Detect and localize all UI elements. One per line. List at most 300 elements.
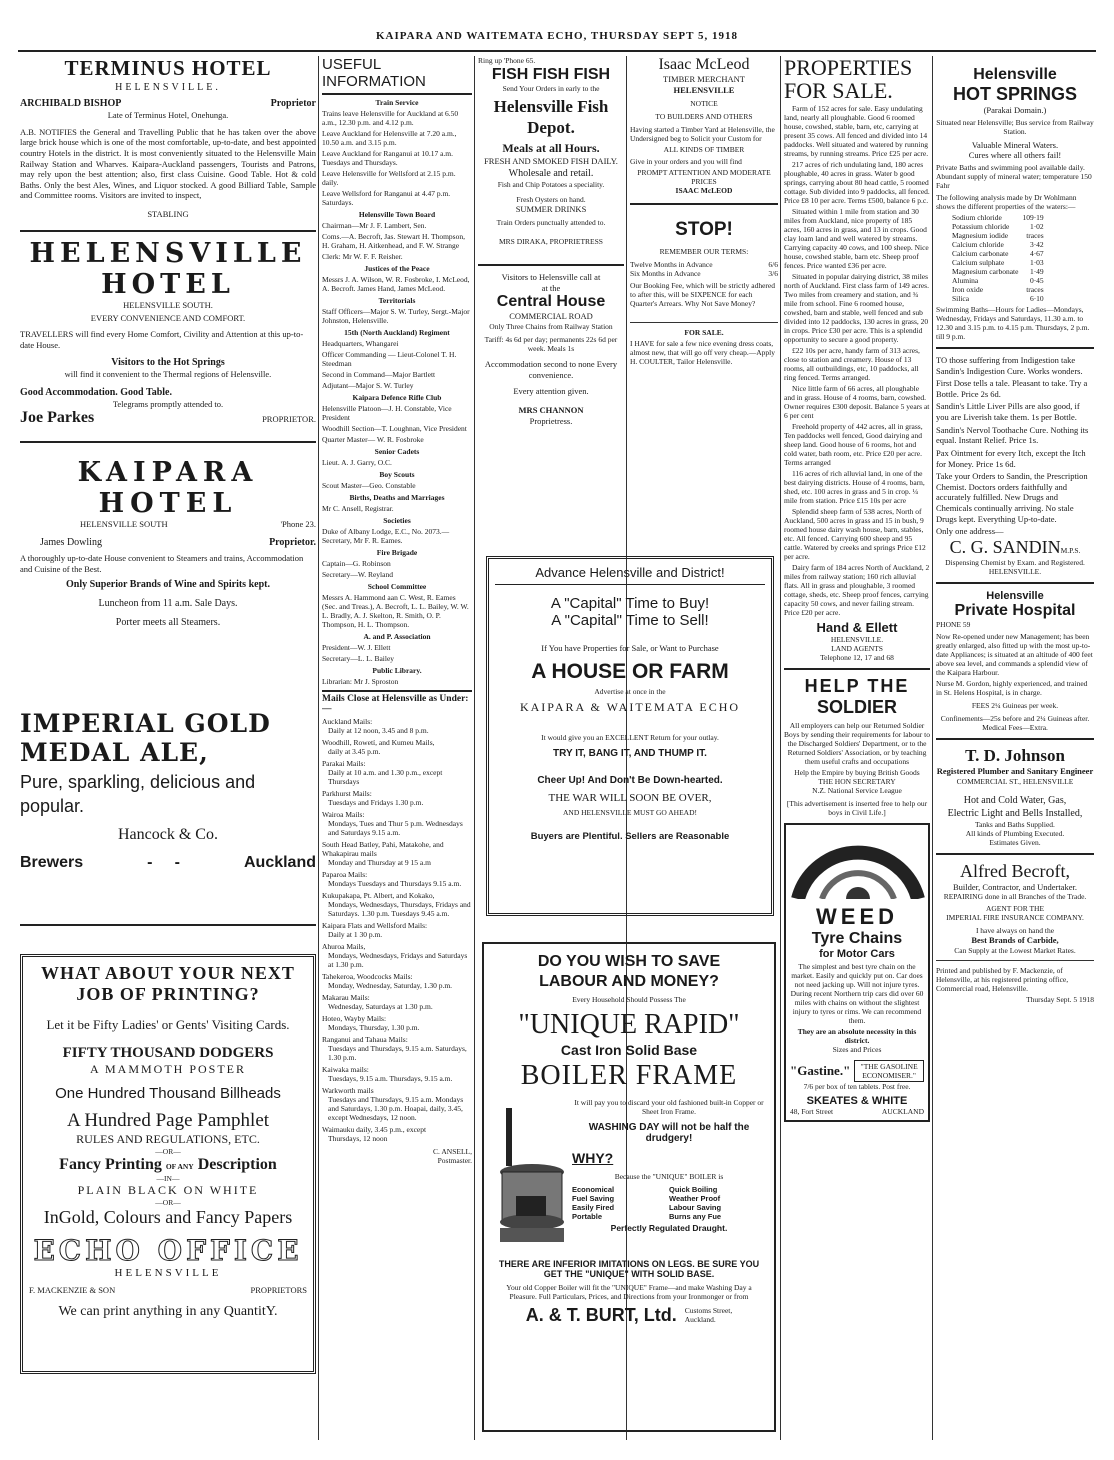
mineral-value: 4·67 [1029,248,1044,258]
info-line: Messrs J. A. Wilson, W. R. Fosbroke, I. McLeod, A. Becroft. James Hand, James McLeod. [322,275,470,293]
ad-text: HELENSVILLE. [988,566,1042,576]
ad-text: M.P.S. [1060,545,1081,555]
info-heading: 15th (North Auckland) Regiment [344,328,450,337]
mail-time: Monday and Thursday at 9 15 a.m [328,858,431,867]
ad-heading: Only Superior Brands of Wine and Spirits kept. [66,579,270,591]
ad-text: Give in your orders and you will find [630,157,742,167]
mineral-name: Alumina [952,275,979,285]
ad-title: TERMINUS HOTEL [64,56,272,80]
ad-text: A "Capital" Time to Sell! [551,612,709,629]
info-line: President—W. J. Ellett [322,643,391,652]
ad-text: Train Orders punctually attended to. [496,218,606,228]
ad-text: InGold, Colours and Fancy Papers [43,1207,293,1228]
ad-body: A thoroughly up-to-date House convenient to Steamers and trains, Accommodation and Cuisine of the Best. [20,553,304,574]
ad-title: Helensville Fish Depot. [493,97,609,137]
column-1 [20,56,316,1374]
ad-text: THERE ARE INFERIOR IMITATIONS ON LEGS. BE SURE YOU GET THE "UNIQUE" WITH SOLID BASE. [498,1258,760,1279]
mail-time: Mondays, Wednesdays, Fridays and Saturdays at 1.30 p.m. [328,951,468,969]
mineral-value: 1·49 [1029,266,1044,276]
ad-text: Builder, Contractor, and Undertaker. [953,881,1077,892]
ad-heading: Visitors to the Hot Springs [111,357,225,369]
ad-text: PHONE 59 [936,619,971,629]
ad-text: All kinds of Plumbing Executed. [965,828,1065,838]
ad-text: Luncheon from 11 a.m. Sale Days. [98,598,238,610]
mail-time: Mondays, Thursday, 1.30 p.m. [328,1023,420,1032]
info-line: Librarian: Mr J. Sproston [322,677,399,686]
mineral-row [950,258,1046,267]
info-line: Coms.—A. Becroft, Jas. Stewart H. Thompson, H. Graham, H. Aitkenhead, and F. W. Strange [322,232,465,250]
owner-name: Joe Parkes [20,409,95,427]
ad-text: Auckland. [684,1315,716,1325]
ad-text: TRY IT, BANG IT, AND THUMP IT. [553,747,707,759]
ad-text: for Motor Cars [819,948,895,961]
ad-text: TO BUILDERS AND OTHERS [655,112,753,122]
info-line: Secretary—W. Reyland [322,570,393,579]
ad-text: Swimming Baths—Hours for Ladies—Mondays, Wednesday, Fridays and Saturdays, 11.30 a.m. to 12.30 and 3.15 p.m. to 4.15 p.m. Thursdays, 2 p.m. till 9 p.m. [936,304,1090,341]
ad-text: NOTICE [690,99,718,109]
mineral-row [950,276,1046,285]
column-3 [478,56,624,426]
ad-text: Description [197,1156,277,1174]
ad-text: Take your Orders to Sandin, the Prescription Chemist. Doctors orders faithfully and accurately fulfilled. New Drugs and Chemicals continually arriving. No stale Drugs kept. Everything Up-to-date. [936,471,1088,524]
ad-text: I have always on hand the [975,926,1055,936]
mail-place: Wairoa Mails: [322,810,365,819]
info-line: Duke of Albany Lodge, E.C., No. 2073.—Secretary, Mr F. R. Eames. [322,527,450,545]
column-6 [936,56,1094,1004]
ad-phone: 'Phone 23. [280,519,316,530]
property-item: £22 10s per acre, handy farm of 313 acres, close to station and creamery. House of 13 rooms, all outbuildings, etc, 10 paddocks, all ring fenced. Terms arranged. [784,346,920,383]
ad-text: Our Booking Fee, which will be strictly adhered to after this, will be SIXPENCE for each Quarter's Arrears. Why Not Save Money? [630,281,775,309]
ad-text: Good Accommodation. Good Table. [20,386,172,398]
boiler-feature: Labour Saving [669,1202,722,1212]
ad-footer: STABLING [147,209,189,219]
ad-text: Registered Plumber and Sanitary Engineer [936,765,1094,776]
ad-text: Estimates Given. [989,837,1041,847]
ad-text: FIFTY THOUSAND DODGERS [62,1045,274,1062]
ad-title: Private Hospital [954,601,1076,619]
ad-text: Brewers [20,854,84,872]
mail-time: Daily at 1 30 p.m. [328,930,383,939]
info-heading: School Committee [367,582,427,591]
ad-title: "UNIQUE RAPID" [518,1009,740,1040]
info-heading: Justices of the Peace [364,264,430,273]
ad-text: Best Brands of Carbide, [971,935,1059,946]
mineral-name: Calcium sulphate [952,257,1005,267]
weed-ad [784,823,930,1122]
ad-text: THE WAR WILL SOON BE OVER, [548,791,712,804]
mail-place: Paparoa Mails: [322,870,368,879]
mineral-row [950,231,1046,240]
property-item: Situated within 1 mile from station and 30 miles from Auckland, nice property of 185 acres, 160 acres in grass, and 13 in crops. Good clay loam land and well watered by streams. Carrying capacity 40 cows, and 100 sheep. Nice house, cowshed stable, barn etc. Sheep proof fences. Price wanted £36 per acre. [784,207,929,271]
mail-place: Ahuroa Mails, [322,942,366,951]
section-title: USEFUL INFORMATION [322,56,472,95]
ad-title: HELP THE [804,676,910,697]
mineral-row [950,222,1046,231]
fish-phone: Ring up 'Phone 65. [478,56,536,65]
ad-text: —OR— [155,1147,181,1157]
mail-place: Kaiwaka mails: [322,1065,369,1074]
property-item: 116 acres of rich alluvial land, in one of the best dairying districts. House of 4 rooms, barn, shed, etc. 100 acres in grass and 5 in crop. ¼ mile from station. Price £15 10s per acre [784,469,925,506]
ad-text: Tariff: 4s 6d per day; permanents 22s 6d per week. Meals 1s [484,335,618,354]
mail-place: Parakai Mails: [322,759,366,768]
ad-text: SKEATES & WHITE [806,1095,908,1108]
ad-text: HELENSVILLE [673,84,735,95]
ad-note: Late of Terminus Hotel, Onehunga. [107,110,229,120]
ad-text: LAND AGENTS [831,644,883,654]
ad-body: A.B. NOTIFIES the General and Travelling Public that he has taken over the above large brick house which is one of the most comfortable, up-to-date, and best appointed country Hotels in the district. It is most conveniently situated to the Helensville Main Railway Station and Wharves. Kaipara-Auckland passengers, Tourists and Patrons, may rely upon the best attention; also, first class Cuisine. Good Table. Hot & cold Baths. Only the best Ales, Wines, and Liquor stocked. A good Billiard Table, Sample and Committee rooms. Visitors are invited to inspect, [20,126,316,201]
ad-text: Meals at all Hours. [502,140,600,155]
ad-text: Sizes and Prices [832,1045,882,1055]
property-item: Splendid sheep farm of 538 acres, North of Auckland, 500 acres in grass and 15 in bush, 9 roomed house dairy wash house, barn, stables, etc. All fenced. Carrying 600 sheep and 95 cattle. Watered by creeks and springs Price £12 per acre. [784,507,926,562]
ad-heading: FOR SALE. [684,328,724,338]
boiler-feature: Quick Boiling [669,1184,718,1194]
ad-text: FRESH AND SMOKED FISH DAILY. [484,155,618,166]
ad-title: Helensville [986,589,1044,602]
info-line: Clerk: Mr W. F. F. Reisher. [322,252,403,261]
mail-time: Mondays Tuesdays and Thursdays 9.15 a.m. [328,879,462,888]
ad-text: The simplest and best tyre chain on the market. Easily and quickly put on. Car does not need jacking up. Will not injure tyres. During recent Northern trip cars did over 60 miles with chains on without the slightest injury to tyres or rims. We can recommend them. [790,962,924,1026]
ad-text: Situated near Helensville; Bus service from Railway Station. [936,117,1094,136]
column-rule [780,56,781,1440]
mail-time: Daily at 12 noon, 3.45 and 8 p.m. [328,726,429,735]
ad-text: A Hundred Page Pamphlet [66,1110,270,1132]
ad-text: Fresh Oysters on hand. [516,194,586,204]
ad-text: I HAVE for sale a few nice evening dress coats, almost new, that will go off very cheap.—Apply H. COULTER, Tailor Helensville. [630,339,775,367]
boiler-feature: Weather Proof [669,1193,721,1203]
ad-tagline: EVERY CONVENIENCE AND COMFORT. [90,313,246,324]
info-line: Staff Officers—Major S. W. Turley, Sergt.-Major Johnston, Helensville. [322,307,470,325]
info-line: Adjutant—Major S. W. Turley [322,381,414,390]
ad-title: A HOUSE OR FARM [531,659,729,683]
info-line: Woodhill Section—T. Loughnan, Vice President [322,424,467,433]
ad-text: Buyers are Plentiful. Sellers are Reasonable [530,830,730,842]
ad-text: Because the "UNIQUE" BOILER is [614,1171,724,1181]
owner-name: James Dowling [40,537,102,548]
property-item: Farm of 152 acres for sale. Easy undulating land, nearly all ploughable. Good 6 roomed house, cowshed, stable, barn, etc, carrying at present 35 cows. All fenced and divided into 14 paddocks. Well situated and watered by running streams, by running streams. Price £25 per acre. [784,104,929,159]
ad-text: Six Months in Advance [630,269,701,279]
mails-heading: Mails Close at Helensville as Under:— [322,690,472,714]
ad-title: A. & T. BURT, Ltd. [525,1304,677,1325]
info-line: Leave Auckland for Ranganui at 10.17 a.m. Tuesdays and Thursdays. [322,149,454,167]
ad-town: HELENSVILLE. [115,82,221,93]
ad-text: Telegrams promptly attended to. [112,398,224,409]
column-2 [322,56,472,1165]
boiler-feature: Easily Fired [572,1202,615,1212]
boiler-features [572,1185,766,1221]
ad-text: Every Household Should Possess The [572,995,686,1004]
ad-title: HOT SPRINGS [952,84,1077,104]
mail-time: Wednesday, Saturdays at 1.30 p.m. [328,1002,433,1011]
ad-text: Sandin's Little Liver Pills are also good, if you are Liverish take them. 1s per Bottle. [936,401,1080,422]
mineral-value: 1·02 [1029,221,1044,231]
mineral-value: 109·19 [1022,212,1044,222]
ad-text: Can Supply at the Lowest Market Rates. [954,945,1076,955]
ad-text: —IN— [156,1174,180,1184]
ad-text: Advertise at once in the [594,686,666,696]
mineral-name: Sodium chloride [952,212,1002,222]
ad-text: SUMMER DRINKS [515,203,587,214]
ad-text: KAIPARA & WAITEMATA ECHO [519,699,741,714]
ad-title: SOLDIER [816,697,897,718]
ad-text: [This advertisement is inserted free to help our boys in Civil Life.] [786,799,928,818]
mail-time: Daily at 10 a.m. and 1.30 p.m., except Thursdays [328,768,443,786]
property-item: 217 acres of rich undulating land, 180 acres ploughable, 40 acres in grass. Water b good springs, carrying about 80 head cattle, 5 roomed cottage. Sub divided into 9 paddocks, all fenced. Price £8 10 per acre. Terms £500, balance 6 p.c. [784,160,930,206]
ad-text: PROMPT ATTENTION AND MODERATE PRICES [637,168,771,187]
ad-maker: Hancock & Co. [118,826,218,844]
ad-text: Private Baths and swimming pool available daily. Abundant supply of mineral water; temperature 150 Fahr [936,162,1092,190]
ad-text: Medical Fees—Extra. [982,722,1048,732]
ad-text: Auckland [243,854,316,872]
ad-text: IMPERIAL FIRE INSURANCE COMPANY. [946,913,1084,923]
ad-text: Your old Copper Boiler will fit the "UNIQUE" Frame—and make Washing Day a Pleasure. Full Particulars, Prices, and Directions from your Ironmonger or from [506,1282,752,1301]
mail-place: Hoteo, Wayby Mails: [322,1014,387,1023]
ad-title: Tyre Chains [811,930,903,948]
ad-text: Confinements—25s before and 2¼ Guineas after. [940,713,1090,723]
mineral-row [950,294,1046,303]
ad-text: COMMERCIAL ROAD [509,311,593,322]
ad-text: Send Your Orders in early to the [502,84,600,94]
info-heading: Births, Deaths and Marriages [349,493,445,502]
ad-text: Let it be Fifty Ladies' or Gents' Visiting Cards. [46,1017,290,1033]
terminus-hotel-ad [20,56,316,220]
ad-text: PROPRIETORS [250,1285,307,1296]
ad-title: C. G. SANDIN [949,536,1061,557]
mail-place: South Head Batley, Pahi, Matakohe, and Whakapirau mails [322,840,444,858]
ad-title: KAIPARA HOTEL [77,457,259,520]
mineral-name: Magnesium iodide [952,230,1009,240]
ad-text: ALL KINDS OF TIMBER [663,145,745,155]
ad-text: RULES AND REGULATIONS, ETC. [76,1132,260,1147]
mail-place: Woodhill, Rowetí, and Kumeu Mails, [322,738,435,747]
ad-text: Tanks and Baths Supplied. [975,819,1055,829]
ad-text: Only Three Chains from Railway Station [489,322,613,332]
mail-time: Mondays, Wednesdays, Thursdays, Fridays and Saturdays. 1.30 p.m. Tuesdays 9.45 a.m. [328,900,471,918]
mail-place: Warkworth mails [322,1086,374,1095]
ad-text: They are an absolute necessity in this district. [797,1027,917,1046]
info-line: Helensville Platoon—J. H. Constable, Vice President [322,404,452,422]
info-heading: A. and P. Association [363,632,431,641]
ad-text: Now Re-opened under new Management; has been greatly enlarged, also fitted up with the most up-to-date Appliances; is situated at an altitude of 400 feet above sea level, and commands a splendid view of the Kaipara Harbour. [936,631,1093,677]
ad-text: Pax Ointment for every Itch, except the Itch for Money. Price 1s 6d. [936,447,1086,469]
ad-title: WHAT ABOUT YOUR NEXT [41,963,295,984]
mail-time: Tuesdays and Thursdays, 9.15 a.m. Mondays and Saturdays, 1.30 p.m. Hoapai, daily, 3.45, except Wednesdays, 12 noon. [328,1095,464,1122]
boiler-illustration [492,1098,572,1253]
ad-text: Customs Street, [684,1306,733,1316]
info-heading: Territorials [378,296,416,305]
boiler-feature: Fuel Saving [572,1193,615,1203]
info-heading: Senior Cadets [374,447,420,456]
ad-title: Isaac McLeod [658,56,750,73]
column-rule [474,56,475,1440]
mineral-row [950,249,1046,258]
ad-text: OF ANY [165,1162,194,1172]
ad-text: Hot and Cold Water, Gas, [963,794,1067,806]
ad-text: Proprietress. [529,415,573,426]
imprint-date: Thursday Sept. 5 1918 [1026,994,1094,1004]
ad-text: —OR— [155,1198,181,1208]
ad-text: "THE GASOLINE ECONOMISER." [854,1060,924,1082]
useful-information [322,98,472,686]
ad-text: We can print anything in any QuantitY. [58,1303,278,1319]
mail-place: Parkhurst Mails: [322,789,372,798]
ad-title: ECHO OFFICE [33,1234,303,1268]
ad-tagline: Pure, sparkling, delicious and popular. [20,772,256,816]
info-line: Trains leave Helensville for Auckland at 6.50 a.m., 12.30 p.m. and 4.12 p.m. [322,109,459,127]
ad-text: Wholesale and retail. [508,167,594,179]
ad-text: Cheer Up! And Don't Be Down-hearted. [537,774,723,786]
info-heading: Kaipara Defence Rifle Club [352,393,442,402]
ad-text: ISAAC McLEOD [675,186,733,196]
info-line: Captain—G. Robinson [322,559,391,568]
mineral-name: Calcium chloride [952,239,1004,249]
ad-text: at the [541,282,561,293]
info-line: Scout Master—Geo. Constable [322,481,416,490]
ad-text: THE HON SECRETARY [818,777,896,787]
ad-text: MRS DIRAKA, PROPRIETRESS [499,237,603,247]
ad-text: Cast Iron Solid Base [560,1041,698,1058]
info-heading: Helensville Town Board [358,210,436,219]
boiler-ad [482,942,776,1432]
ad-body: TRAVELLERS will find every Home Comfort, Civility and Attention at this up-to-date House. [20,328,304,350]
info-heading: Societies [383,516,411,525]
mineral-row [950,267,1046,276]
ad-text: Nurse M. Gordon, highly experienced, and trained in St. Helens Hospital, is in charge. [936,678,1088,697]
info-line: Second in Command—Major Bartlett [322,370,436,379]
mineral-value: traces [1026,284,1044,294]
owner-name: ARCHIBALD BISHOP [20,98,122,109]
property-item: Nice little farm of 66 acres, all ploughable and in grass. House of 4 rooms, barn, cowshed. Owner requires £300 deposit. Balance 5 years at 6 per cent [784,384,930,421]
info-line: Leave Auckland for Helensville at 7.20 a.m., 10.50 a.m. and 3.15 p.m. [322,129,457,147]
ad-text: 7/6 per box of ten tablets. Post free. [803,1082,911,1092]
mineral-name: Potassium chloride [952,221,1010,231]
property-item: Situated in popular dairying district, 38 miles north of Auckland. First class farm of 149 acres. Two miles from creamery and station, and ¾ mile from school. Fine 6 roomed house, cowshed, barn and stable, well fenced and sub divided into 12 paddocks, 130 acres in grass, 20 in crops. Price £30 per acre. This is a splendid opportunity to secure a good property. [784,272,929,345]
ad-title: BOILER FRAME [520,1059,738,1091]
mail-time: Mondays, Tues and Thur 5 p.m. Wednesdays and Saturdays 9.15 a.m. [328,819,463,837]
ad-text: Fancy Printing [59,1156,162,1174]
info-heading: Public Library. [372,666,422,675]
ad-text: Having started a Timber Yard at Helensville, the Undersigned beg to Solicit your Custom for [630,125,775,144]
ad-text: HELENSVILLE [114,1267,222,1280]
mail-time: Tuesdays, 9.15 a.m. Thursdays, 9.15 a.m. [328,1074,453,1083]
ad-text: TIMBER MERCHANT [663,74,745,84]
mineral-value: traces [1026,230,1044,240]
ad-town: HELENSVILLE SOUTH [80,519,168,530]
signature: C. ANSELL, [433,1147,472,1156]
mineral-row [950,213,1046,222]
mail-place: Makarau Mails: [322,993,370,1002]
mail-place: Kaipara Flats and Wellsford Mails: [322,921,428,930]
mineral-row [950,285,1046,294]
ad-title: HELENSVILLE HOTEL [29,237,307,300]
tyre-illustration [790,829,926,899]
ad-text: It will pay you to discard your old fashioned built-in Copper or Sheet Iron Frame. [574,1097,764,1116]
printing-ad [20,954,316,1374]
property-item: Dairy farm of 184 acres North of Auckland, 2 miles from railway station; 160 rich alluvial flats. All in grass and ploughable, 3 roomed cottage, sheds, etc. Sheep proof fences, carrying capacity 50 cows, and never failing stream. Price £20 per acre. [784,563,930,618]
ad-text: Help the Empire by buying British Goods [794,768,920,778]
boiler-feature: Portable [572,1211,603,1221]
ad-text: Sandin's Nervol Toothache Cure. Nothing its equal. Instant Relief. Price 1s. [936,424,1089,446]
ad-text: REMEMBER OUR TERMS: [659,247,749,257]
mineral-value: 0·45 [1029,275,1044,285]
mail-place: Auckland Mails: [322,717,373,726]
info-line: Leave Wellsford for Ranganui at 4.47 p.m. Saturdays. [322,189,451,207]
ad-text: Perfectly Regulated Draught. [610,1222,728,1233]
info-line: Quarter Master— W. R. Fosbroke [322,435,424,444]
ad-text: WASHING DAY will not be half the drudgery! [588,1121,750,1144]
masthead-rule [18,50,1096,52]
property-listings [784,104,930,617]
ad-text: AGENT FOR THE [985,904,1045,914]
info-line: Mr C. Ansell, Registrar. [322,504,394,513]
ad-text: Only one address— [936,526,1004,537]
ad-title: Alfred Becroft, [960,860,1070,881]
ad-text: N.Z. National Service League [812,786,902,796]
mail-time: Thursdays, 12 noon [328,1134,388,1143]
ad-body: will find it convenient to the Thermal regions of Helensville. [64,369,272,380]
ad-text: COMMERCIAL ST., HELENSVILLE [956,776,1074,786]
section-title: PROPERTIES FOR SALE. [784,56,913,104]
info-line: Leave Helensville for Wellsford at 2.15 p.m. daily. [322,169,456,187]
ad-title: Hand & Ellett [816,620,898,636]
mineral-name: Iron oxide [952,284,984,294]
owner-role: PROPRIETOR. [262,414,316,425]
mineral-value: 3·42 [1029,239,1044,249]
ale-ad: IMPERIAL GOLD MEDAL ALE, Pure, sparkling, delicious and popular. Hancock & Co. Brewers - - Auckland [20,709,316,872]
ad-text: It would give you an EXCELLENT Return for your outlay. [541,732,719,742]
ad-text: If You have Properties for Sale, or Want to Purchase [541,643,719,653]
mail-place: Tahekeroa, Woodcocks Mails: [322,972,413,981]
masthead: KAIPARA AND WAITEMATA ECHO, THURSDAY SEPT 5, 1918 [375,30,739,42]
info-line: Chairman—Mr J. F. Lambert, Sen. [322,221,427,230]
column-4 [630,56,778,368]
ad-text: HELENSVILLE. [830,635,884,645]
ad-text: WHY? [572,1149,614,1166]
ad-title: DO YOU WISH TO SAVE [537,953,721,970]
helensville-hotel-ad [20,238,316,428]
column-rule [318,56,319,1440]
signature-role: Postmaster. [437,1156,472,1165]
ad-text: (Parakai Domain.) [983,105,1047,115]
ad-title: IMPERIAL GOLD MEDAL ALE, [20,709,271,768]
mail-place: Ranganui and Tahaua Mails: [322,1035,408,1044]
ad-text: Electric Light and Bells Installed, [947,807,1083,819]
owner-role: Proprietor [270,98,316,109]
mail-time: daily at 3.45 p.m. [328,747,381,756]
info-heading: Fire Brigade [376,548,418,557]
mail-place: Waimauku daily, 3.45 p.m., except [322,1125,427,1134]
ad-title: JOB OF PRINTING? [76,984,260,1005]
boiler-feature: Burns any Fue [669,1211,722,1221]
mail-time: Tuesdays and Fridays 1.30 p.m. [328,798,424,807]
info-line: Secretary—L. L. Bailey [322,654,395,663]
ad-text: TO those suffering from Indigestion take Sandin's Indigestion Cure. Works wonders. [936,354,1083,376]
mineral-name: Calcium carbonate [952,248,1009,258]
ad-text: PLAIN BLACK ON WHITE [77,1183,259,1198]
ad-text: A "Capital" Time to Buy! [550,595,710,612]
property-item: Freehold property of 442 acres, all in grass, Ten paddocks well fenced, Good dairying and sheep land. Good house of 6 rooms, hot and cold water, bath room, etc. Price £20 per acre. Terms arranged [784,422,923,468]
ad-title: Helensville [973,66,1057,83]
kaipara-hotel-ad [20,457,316,629]
imprint: Printed and published by F. Mackenzie, of Helensville, at his registered printing office, Commercial road, Helensville. [936,965,1069,993]
ad-title: STOP! [675,219,733,241]
mineral-value: 1·03 [1029,257,1044,267]
info-line: Lieut. A. J. Garry, O.C. [322,458,392,467]
ad-text: Valuable Mineral Waters. [971,139,1059,150]
ad-text: MRS CHANNON [518,404,584,415]
ad-title: Central House [496,293,606,311]
info-heading: Train Service [375,98,419,107]
info-line: Officer Commanding — Lieut-Colonel T. H. Steedman [322,350,457,368]
